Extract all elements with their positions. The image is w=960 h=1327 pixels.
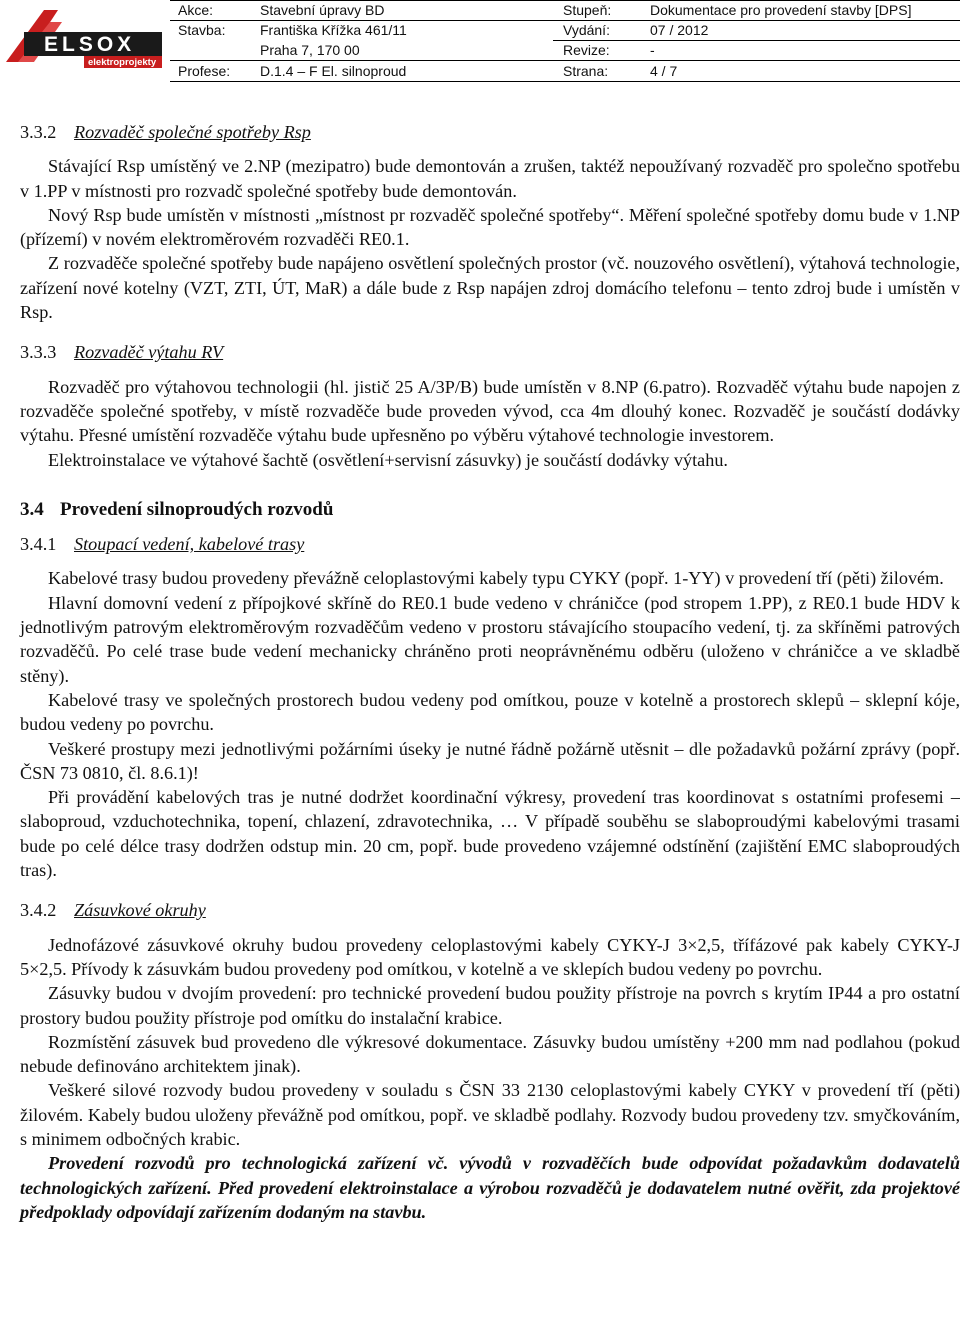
stavba-value-2: Praha 7, 170 00 <box>260 42 360 58</box>
paragraph: Kabelové trasy ve společných prostorech budou vedeny pod omítkou, pouze v kotelně a prostorech sklepů – sklepní kóje, budou vedeny po povrchu. <box>20 689 960 735</box>
section-3-4-1-heading <box>20 532 960 556</box>
section-3-3-3-heading <box>20 340 960 364</box>
section-number: 3.3.3 <box>20 342 57 363</box>
paragraph: Elektroinstalace ve výtahové šachtě (osvětlení+servisní zásuvky) je součástí dodávky výtahu. <box>48 449 728 470</box>
paragraph: Rozvaděč pro výtahovou technologii (hl. jistič 25 A/3P/B) bude umístěn v 8.NP (6.patro). Rozvaděč výtahu bude napojen z rozvaděče společné spotřeby, v místě rozvaděče bude proveden vývod, cca 4m dlouhý konec. Rozvaděč je součástí dodávky výtahu. Přesné umístění rozvaděče výtahu bude upřesněno po výběru výtahové technologie investorem. <box>20 376 960 446</box>
svg-text:ELSOX: ELSOX <box>44 33 136 56</box>
akce-value: Stavební úpravy BD <box>260 2 385 18</box>
section-title: Rozvaděč výtahu RV <box>74 342 224 363</box>
profese-label: Profese: <box>178 63 231 79</box>
section-number: 3.4.1 <box>20 534 57 555</box>
document-body <box>20 120 960 1224</box>
section-title: Rozvaděč společné spotřeby Rsp <box>74 122 311 142</box>
vydani-value: 07 / 2012 <box>650 22 709 38</box>
paragraph: Veškeré prostupy mezi jednotlivými požárními úseky je nutné řádně požárně utěsnit – dle požadavků požární zprávy (popř. ČSN 73 0810, čl. 8.6.1)! <box>20 738 960 783</box>
strana-label: Strana: <box>563 63 609 79</box>
paragraph: Nový Rsp bude umístěn v místnosti „místnost pr rozvaděč společné spotřeby“. Měření společné spotřeby domu bude v 1.NP (přízemí) v novém elektroměrovém rozvaděči RE0.1. <box>20 204 960 250</box>
paragraph: Hlavní domovní vedení z přípojkové skříně do RE0.1 bude vedeno v chráničce (pod stropem 1.PP), z RE0.1 bude HDV k jednotlivým patrovým elektroměrovým rozvaděčům vedeno v prostoru stávajícího stoupacího vedení, tj. za skříněmi patrových rozvaděčů. Po celé trase bude vedení mechanicky chráněno proti neoprávněnému odběru (uloženo v chráničce a ve skladbě stěny). <box>20 592 960 686</box>
paragraph: Rozmístění zásuvek bud provedeno dle výkresové dokumentace. Zásuvky budou umístěny +200 mm nad podlahou (pokud nebude definováno architektem jinak). <box>20 1031 960 1077</box>
revize-label: Revize: <box>563 42 610 58</box>
section-title: Provedení silnoproudých rozvodů <box>60 498 334 520</box>
section-number: 3.3.2 <box>20 122 57 142</box>
stupen-value: Dokumentace pro provedení stavby [DPS] <box>650 2 912 18</box>
section-title: Zásuvkové okruhy <box>74 900 206 921</box>
header-row-line <box>553 40 960 41</box>
elsox-logo <box>4 4 164 70</box>
stavba-label: Stavba: <box>178 22 226 38</box>
akce-label: Akce: <box>178 2 214 18</box>
strana-value: 4 / 7 <box>650 63 678 79</box>
revize-value: - <box>650 42 655 58</box>
vydani-label: Vydání: <box>563 22 610 38</box>
section-title: Stoupací vedení, kabelové trasy <box>74 534 305 555</box>
paragraph: Veškeré silové rozvody budou provedeny v souladu s ČSN 33 2130 celoplastovými kabely CYKY v provedení tří (pěti) žilovém. Kabely budou uloženy převážně pod omítkou, popř. ve skladbě podlahy. Rozvody budou provedeny tzv. smyčkováním, s minimem odbočných krabic. <box>20 1080 960 1149</box>
paragraph-emphasis: Provedení rozvodů pro technologická zařízení vč. vývodů v rozvaděčích bude odpovídat požadavkům dodavatelů technologických zařízení. Před provedení elektroinstalace a výrobou rozvaděčů je dodavatelem nutné ověřit, zda projektové předpoklady odpovídají zařízením dodaným na stavbu. <box>20 1153 960 1222</box>
paragraph: Z rozvaděče společné spotřeby bude napájeno osvětlení společných prostor (vč. nouzového osvětlení), výtahová technologie, zařízení nové kotelny (VZT, ZTI, ÚT, MaR) a dále bude z Rsp napájen zdroj domácího telefonu – tento zdroj bude i umístěn v Rsp. <box>20 253 960 323</box>
document-header <box>0 0 960 84</box>
paragraph: Zásuvky budou v dvojím provedení: pro technické provedení budou použity přístroje na povrch s krytím IP44 a pro ostatní prostory budou použity přístroje pod omítku do instalační krabice. <box>20 983 960 1028</box>
section-3-3-2-heading <box>20 120 960 144</box>
stavba-value: Františka Křížka 461/11 <box>260 22 407 38</box>
paragraph: Při provádění kabelových tras je nutné dodržet koordinační výkresy, provedení tras koordinovat s ostatními profesemi – slaboproud, vzduchotechnika, topení, chlazení, zdravotechnika, … V případě souběhu se slaboproudými kabelovými trasami bude po celé délce trasy dodržen odstup min. 20 cm, popř. bude provedeno vzájemné odstínění (zajištění EMC slaboproudých tras). <box>20 787 960 881</box>
profese-value: D.1.4 – F El. silnoproud <box>260 63 407 79</box>
section-number: 3.4.2 <box>20 900 57 921</box>
paragraph: Kabelové trasy budou provedeny převážně celoplastovými kabely typu CYKY (popř. 1-YY) v provedení tří (pěti) žilovém. <box>48 568 944 589</box>
section-3-4-heading <box>20 498 960 522</box>
paragraph: Jednofázové zásuvkové okruhy budou provedeny celoplastovými kabely CYKY-J 3×2,5, třífázové pak kabely CYKY-J 5×2,5. Přívody k zásuvkám budou provedeny pod omítkou, v kotelně a ve sklepích budou vedeny po povrchu. <box>20 934 960 979</box>
stupen-label: Stupeň: <box>563 2 612 18</box>
section-3-4-2-heading <box>20 898 960 922</box>
section-number: 3.4 <box>20 498 44 520</box>
header-bottom-line <box>170 81 960 82</box>
paragraph: Stávající Rsp umístěný ve 2.NP (mezipatro) bude demontován a zrušen, taktéž nepoužívaný rozvaděč pro společno spotřebu v 1.PP v místnosti pro rozvadč společné spotřeby bude demontován. <box>20 156 960 201</box>
svg-text:elektroprojekty: elektroprojekty <box>88 57 157 68</box>
